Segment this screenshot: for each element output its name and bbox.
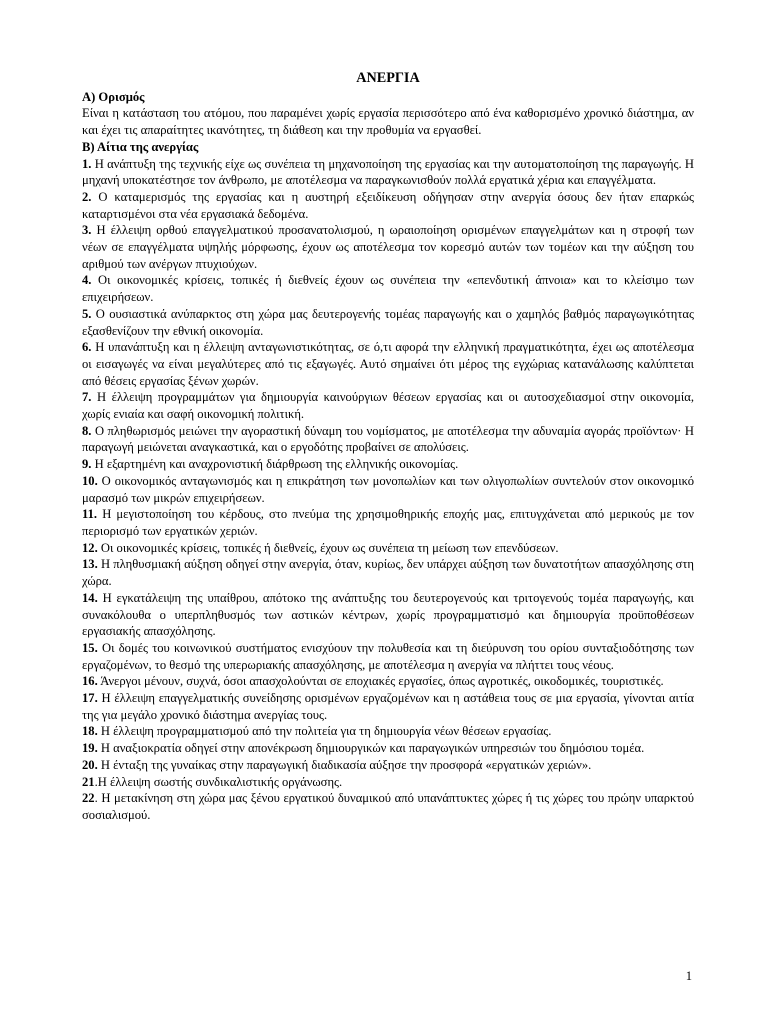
cause-text: Οι οικονομικές κρίσεις, τοπικές ή διεθνείς έχουν ως συνέπεια την «επενδυτική άπνοια» και το κλείσιμο των επιχειρήσεων. bbox=[82, 273, 694, 305]
cause-number: 9. bbox=[82, 457, 92, 472]
cause-item bbox=[82, 723, 694, 740]
cause-item bbox=[82, 673, 694, 690]
cause-item bbox=[82, 640, 694, 673]
cause-text: Η αναξιοκρατία οδηγεί στην απονέκρωση δημιουργικών και παραγωγικών υπηρεσιών του δημόσιου τομέα. bbox=[97, 741, 645, 756]
cause-number: 1. bbox=[82, 156, 92, 171]
cause-item bbox=[82, 456, 694, 473]
cause-item bbox=[82, 339, 694, 389]
cause-number: 16. bbox=[82, 674, 98, 689]
page-number: 1 bbox=[685, 969, 692, 983]
cause-text: Ο ουσιαστικά ανύπαρκτος στη χώρα μας δευτερογενής τομέας παραγωγής και ο χαμηλός βαθμός παραγωγικότητας εξασθενίζουν την εθνική οικονομία. bbox=[82, 306, 694, 338]
cause-item bbox=[82, 506, 694, 539]
cause-item bbox=[82, 774, 694, 791]
cause-number: 10. bbox=[82, 473, 98, 488]
cause-number: 15. bbox=[82, 640, 98, 655]
cause-item bbox=[82, 389, 694, 422]
cause-number: 20. bbox=[82, 757, 98, 772]
definition-paragraph: Είναι η κατάσταση του ατόμου, που παραμένει χωρίς εργασία περισσότερο από ένα καθορισμένο χρονικό διάστημα, αν και έχει τις απαραίτητες ικανότητες, τη διάθεση και την προθυμία να εργασθεί. bbox=[82, 106, 694, 138]
cause-text: Η έλλειψη ορθού επαγγελματικού προσανατολισμού, η ωραιοποίηση ορισμένων επαγγελμάτων και η στροφή των νέων σε επαγγέλματα υψηλής μόρφωσης, έχουν ως αποτέλεσμα τον κορεσμό αυτών των τομέων και την αύξηση του αριθμού των ανέργων πτυχιούχων. bbox=[82, 223, 694, 271]
cause-number: 4. bbox=[82, 273, 92, 288]
cause-item bbox=[82, 690, 694, 723]
cause-number: 12. bbox=[82, 540, 98, 555]
cause-text: Οι δομές του κοινωνικού συστήματος ενισχύουν την πολυθεσία και τη διεύρυνση του ορίου συνταξιοδότησης των εργαζομένων, το θεσμό της υπερωριακής απασχόλησης, με αποτέλεσμα η ανεργία να πλήττει τους νέους. bbox=[82, 640, 694, 672]
cause-item bbox=[82, 740, 694, 757]
cause-item bbox=[82, 473, 694, 506]
cause-number: 17. bbox=[82, 691, 98, 706]
cause-text: Η ένταξη της γυναίκας στην παραγωγική διαδικασία αύξησε την προσφορά «εργατικών χεριών». bbox=[97, 757, 592, 772]
cause-text: Η μεγιστοποίηση του κέρδους, στο πνεύμα της χρησιμοθηρικής εποχής μας, επιτυγχάνεται από μερικούς με τον περιορισμό των εργατικών χεριών. bbox=[82, 507, 694, 538]
cause-item bbox=[82, 790, 694, 823]
cause-text: Η ανάπτυξη της τεχνικής είχε ως συνέπεια τη μηχανοποίηση της εργασίας και την αυτοματοποίηση της παραγωγής. Η μηχανή υποκατέστησε τον άνθρωπο, με αποτέλεσμα να παραγκωνισθούν πολλά εργατικά χέρια και επαγγέλματα. bbox=[82, 156, 694, 188]
cause-number: 18. bbox=[82, 724, 98, 739]
cause-number: 19. bbox=[82, 741, 98, 756]
cause-text: Η υπανάπτυξη και η έλλειψη ανταγωνιστικότητας, σε ό,τι αφορά την ελληνική πραγματικότητα, έχει ως αποτέλεσμα οι εισαγωγές να είναι μεγαλύτερες από τις εξαγωγές. Αυτό σημαίνει ότι μέρος της εγχώριας κατανάλωσης καλύπτεται από θέσεις εργασίας ξένων χωρών. bbox=[82, 340, 694, 388]
cause-number: 21 bbox=[82, 774, 95, 789]
cause-item bbox=[82, 757, 694, 774]
document-title: ΑΝΕΡΓΙΑ bbox=[356, 70, 420, 86]
section-b-heading: Β) Αίτια της ανεργίας bbox=[82, 139, 199, 154]
cause-number: 3. bbox=[82, 223, 92, 238]
cause-item bbox=[82, 222, 694, 272]
cause-item bbox=[82, 540, 694, 557]
cause-number: 8. bbox=[82, 423, 92, 438]
cause-text: Η έλλειψη επαγγελματικής συνείδησης ορισμένων εργαζομένων και η αστάθεια τους σε μια εργασία, γίνονται αιτία της για μεγάλο χρονικό διάστημα ανεργίας τους. bbox=[82, 691, 694, 722]
cause-text: Η έλλειψη προγραμματισμού από την πολιτεία για τη δημιουργία νέων θέσεων εργασίας. bbox=[97, 724, 552, 739]
cause-item bbox=[82, 423, 694, 456]
cause-number: 14. bbox=[82, 590, 98, 605]
cause-item bbox=[82, 590, 694, 640]
cause-text: Ο οικονομικός ανταγωνισμός και η επικράτηση των μονοπωλίων και των ολιγοπωλίων συντελούν στον οικονομικό μαρασμό των μικρών επιχειρήσεων. bbox=[82, 473, 694, 505]
cause-number: 22 bbox=[82, 791, 95, 806]
section-a-heading: Α) Ορισμός bbox=[82, 89, 145, 104]
cause-number: 6. bbox=[82, 340, 92, 355]
cause-number: 7. bbox=[82, 390, 92, 405]
cause-number: 5. bbox=[82, 306, 92, 321]
cause-text: Άνεργοι μένουν, συχνά, όσοι απασχολούνται σε εποχιακές εργασίες, όπως αγροτικές, οικοδομικές, τουριστικές. bbox=[97, 674, 664, 689]
cause-text: Ο πληθωρισμός μειώνει την αγοραστική δύναμη του νομίσματος, με αποτέλεσμα την αδυναμία αγοράς προϊόντων· Η παραγωγή μειώνεται αναγκαστικά, και ο εργοδότης προβαίνει σε απολύσεις. bbox=[82, 423, 694, 455]
cause-item bbox=[82, 306, 694, 339]
cause-text: Οι οικονομικές κρίσεις, τοπικές ή διεθνείς, έχουν ως συνέπεια τη μείωση των επενδύσεων. bbox=[97, 540, 559, 555]
cause-item bbox=[82, 272, 694, 305]
cause-text: Ο καταμερισμός της εργασίας και η αυστηρή εξειδίκευση οδήγησαν στην ανεργία όσους δεν ήταν επαρκώς καταρτισμένοι στα νέα εργασιακά δεδομένα. bbox=[82, 189, 694, 221]
cause-text: Η έλλειψη προγραμμάτων για δημιουργία καινούργιων θέσεων εργασίας και οι αυτοσχεδιασμοί στην οικονομία, χωρίς ενιαία και σαφή οικονομική πολιτική. bbox=[82, 390, 694, 422]
cause-item bbox=[82, 156, 694, 189]
cause-text: Η πληθυσμιακή αύξηση οδηγεί στην ανεργία, όταν, κυρίως, δεν υπάρχει αύξηση των δυνατοτήτων απασχόλησης στη χώρα. bbox=[82, 557, 694, 589]
cause-item bbox=[82, 189, 694, 222]
cause-text: Η εγκατάλειψη της υπαίθρου, απότοκο της ανάπτυξης του δευτερογενούς και τριτογενούς τομέα παραγωγής, και συνακόλουθα ο υπερπληθυσμός των αστικών κέντρων, χωρίς προγραμματισμό και δημιουργία προϋποθέσεων εργασιακής απασχόλησης. bbox=[82, 590, 694, 639]
cause-number: 2. bbox=[82, 189, 92, 204]
cause-text: . Η μετακίνηση στη χώρα μας ξένου εργατικού δυναμικού από υπανάπτυκτες χώρες ή τις χώρες του πρώην υπαρκτού σοσιαλισμού. bbox=[82, 791, 694, 822]
cause-text: .Η έλλειψη σωστής συνδικαλιστικής οργάνωσης. bbox=[94, 774, 343, 789]
cause-number: 11. bbox=[82, 507, 98, 522]
cause-item bbox=[82, 556, 694, 589]
causes-list bbox=[82, 156, 694, 824]
cause-number: 13. bbox=[82, 557, 98, 572]
cause-text: Η εξαρτημένη και αναχρονιστική διάρθρωση της ελληνικής οικονομίας. bbox=[91, 457, 459, 472]
